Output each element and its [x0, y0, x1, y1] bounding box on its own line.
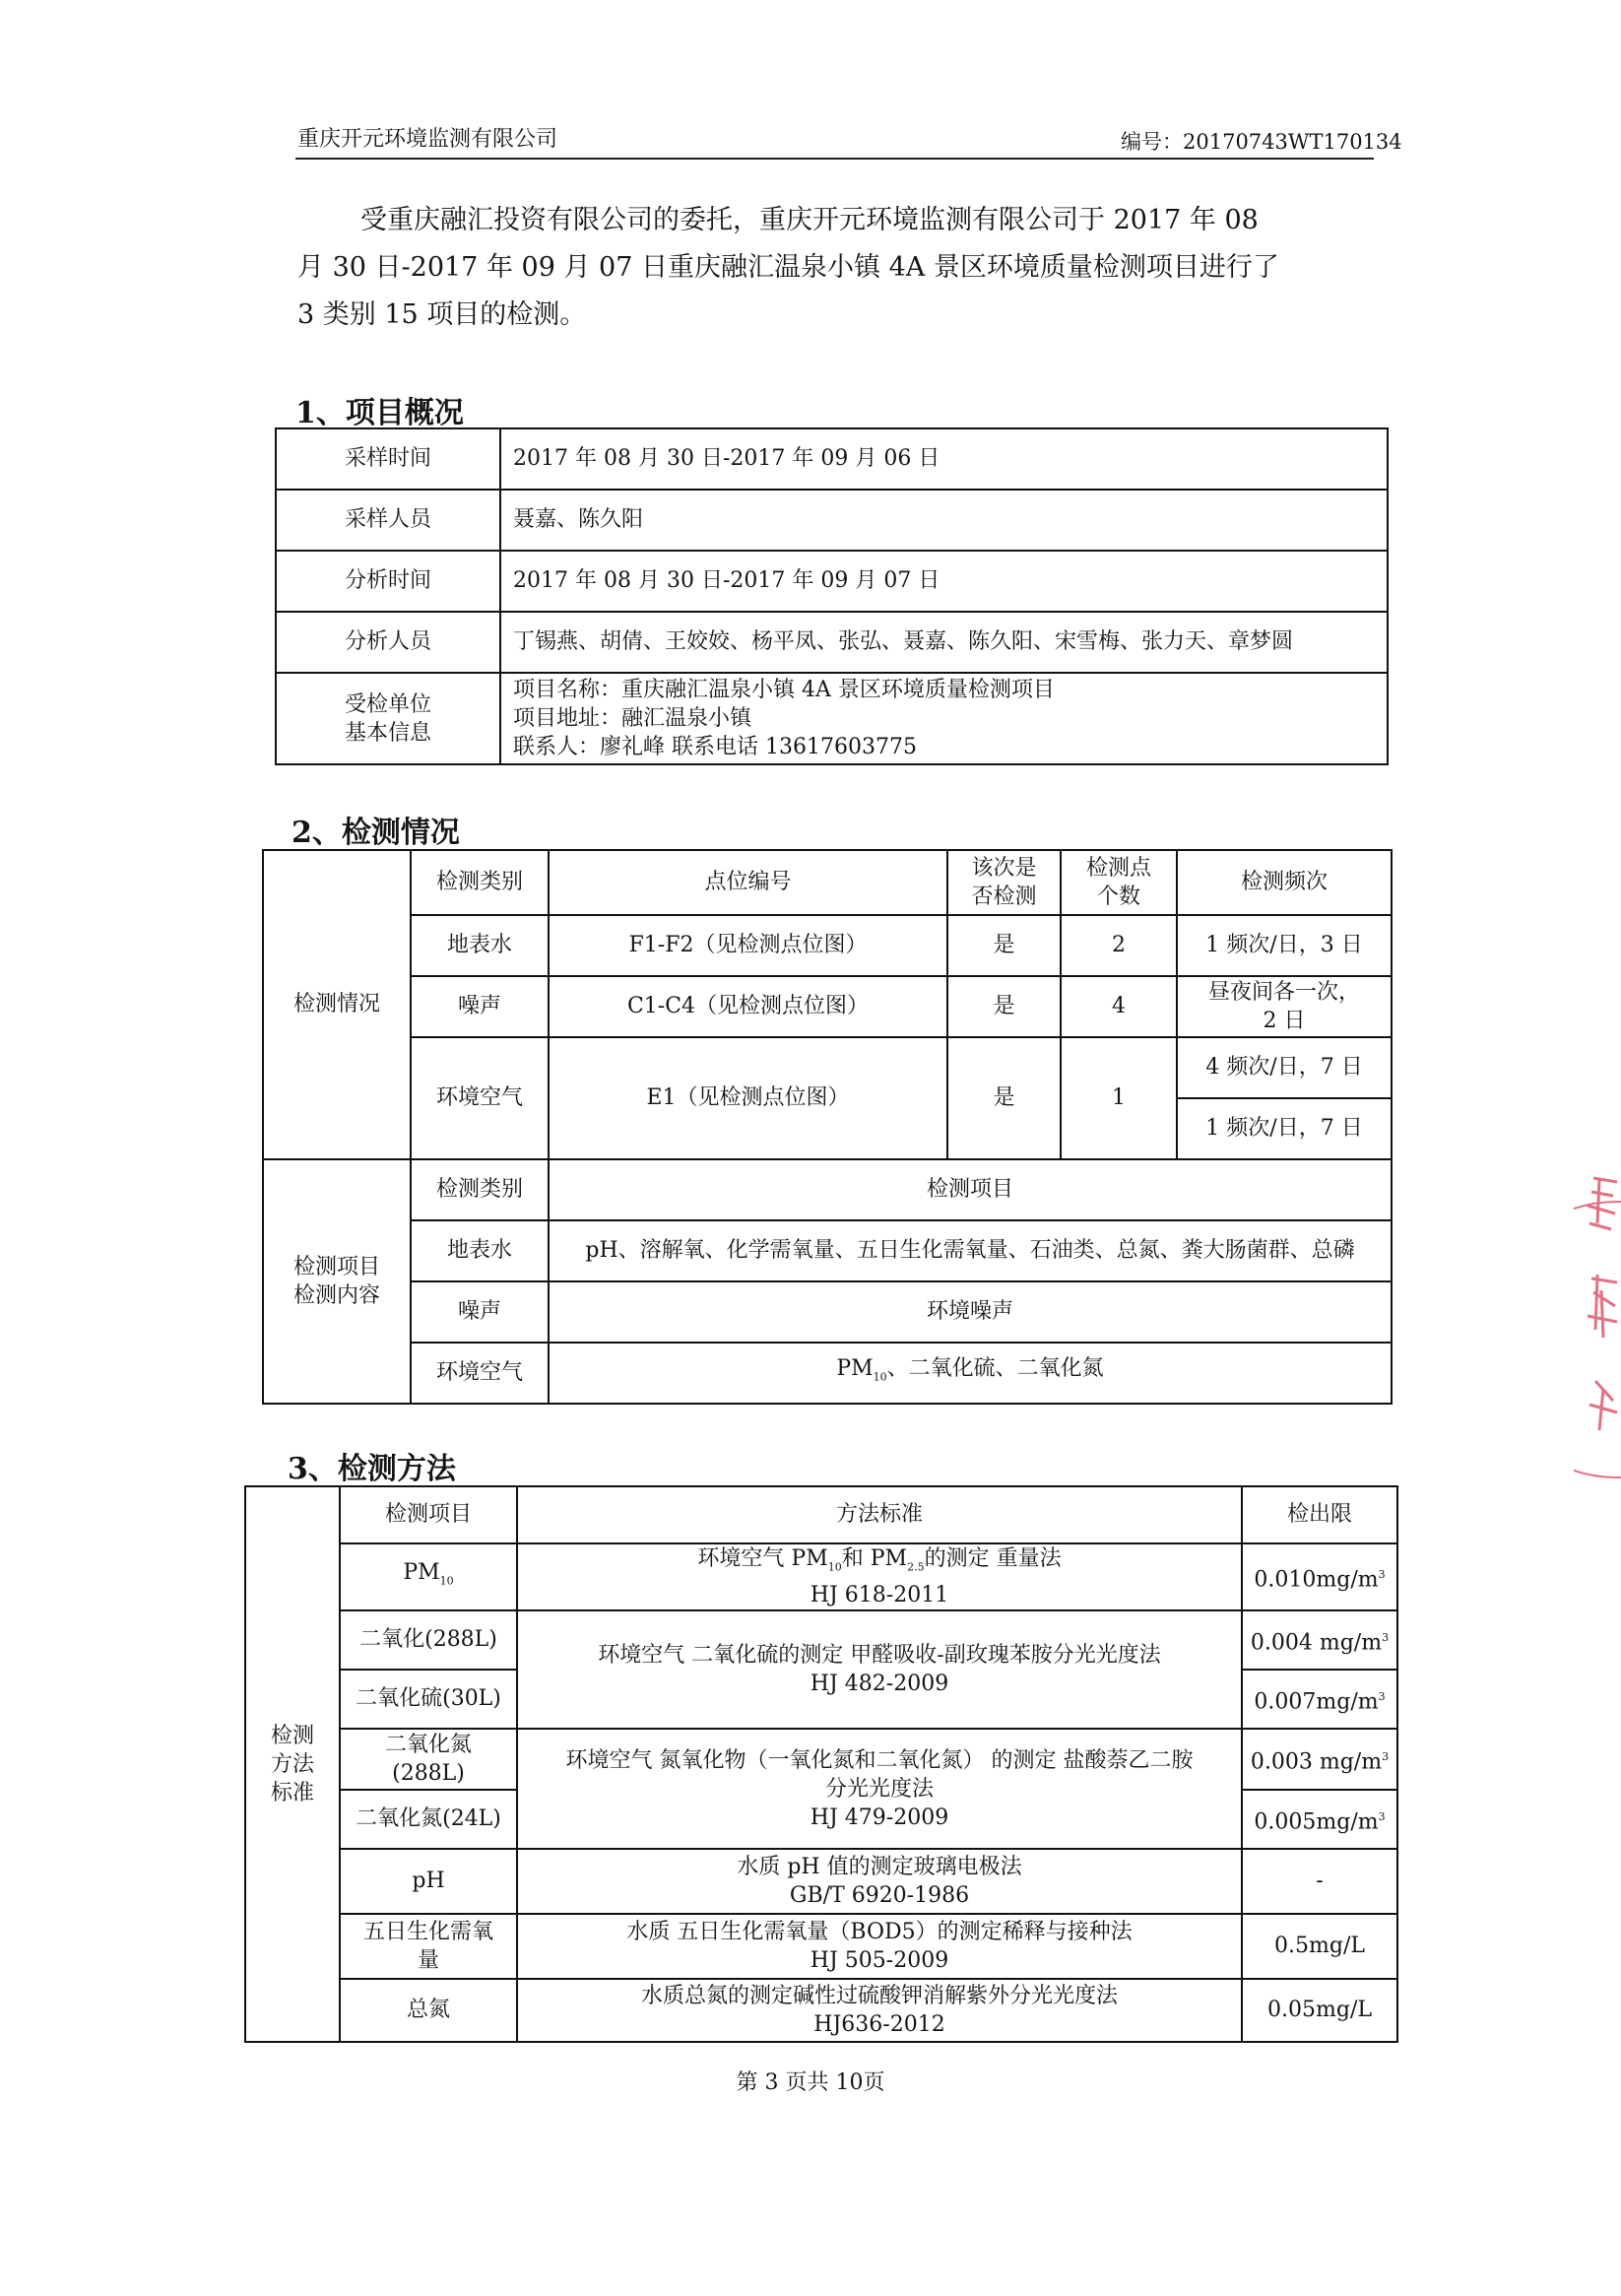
group-label-line: 检测项目: [292, 1255, 380, 1279]
cell-frequency: 4 频次/日，7 日: [1177, 1037, 1392, 1098]
cell-method: [517, 1914, 1242, 1979]
cell-tested: 是: [947, 1037, 1061, 1159]
intro-paragraph: [297, 197, 1381, 339]
cell-tested: 是: [947, 976, 1061, 1037]
cell-items: pH、溶解氧、化学需氧量、五日生化需氧量、石油类、总氮、粪大肠菌群、总磷: [549, 1220, 1392, 1281]
method-line: 水质总氮的测定碱性过硫酸钾消解紫外分光光度法: [640, 1984, 1118, 2009]
cell-limit: [1242, 1790, 1397, 1849]
table-row: [276, 428, 1388, 490]
item-line: 量: [417, 1948, 439, 1974]
limit-superscript: 3: [1382, 1630, 1390, 1644]
group-label-line: 方法: [270, 1751, 314, 1777]
intro-line-1: 受重庆融汇投资有限公司的委托，重庆开元环境监测有限公司于 2017 年 08: [360, 205, 1259, 235]
header-line: 该次是: [971, 856, 1037, 881]
cell-item: [340, 1543, 517, 1610]
intro-line-2: 月 30 日-2017 年 09 月 07 日重庆融汇温泉小镇 4A 景区环境质量检测项目进行了: [297, 252, 1279, 283]
page-number: 第 3 页共 10页: [736, 2070, 885, 2095]
table-row: [276, 551, 1388, 612]
section-3-title: 3、检测方法: [288, 1452, 456, 1486]
table-row: [245, 1849, 1397, 1914]
header-item: 检测项目: [340, 1486, 517, 1543]
limit-text: 0.010mg/m: [1254, 1566, 1379, 1592]
method-standard: HJ 618-2011: [810, 1583, 949, 1608]
method-line: 环境空气 二氧化硫的测定 甲醛吸收-副玫瑰苯胺分光光度法: [598, 1643, 1161, 1669]
limit-superscript: 3: [1382, 1749, 1390, 1763]
cell-count: 2: [1061, 915, 1177, 976]
unit-info-label: [276, 673, 500, 764]
cell-frequency: 1 频次/日，7 日: [1177, 1098, 1392, 1159]
cell-tested: 是: [947, 915, 1061, 976]
table-row: [245, 1486, 1397, 1543]
row-value: 聂嘉、陈久阳: [500, 490, 1388, 551]
header-frequency: 检测频次: [1177, 850, 1392, 915]
method-line: 水质 五日生化需氧量（BOD5）的测定稀释与接种法: [626, 1920, 1133, 1945]
row-label: 分析时间: [276, 551, 500, 612]
header-tested: [947, 850, 1061, 915]
cell-method: [517, 1610, 1242, 1729]
method-subscript: 10: [827, 1560, 842, 1574]
cell-method: [517, 1979, 1242, 2042]
detection-table: [262, 849, 1393, 1405]
cell-point: E1（见检测点位图）: [549, 1037, 947, 1159]
header-company: 重庆开元环境监测有限公司: [297, 127, 558, 152]
cell-method: [517, 1729, 1242, 1849]
method-table: [244, 1485, 1398, 2043]
table-row: [263, 1159, 1392, 1220]
cell-category: 环境空气: [411, 1343, 549, 1404]
cell-count: 1: [1061, 1037, 1177, 1159]
cell-category: 噪声: [411, 976, 549, 1037]
cell-limit: [1242, 1543, 1397, 1610]
table-row: [245, 1979, 1397, 2042]
header-point: 点位编号: [549, 850, 947, 915]
cell-method: [517, 1543, 1242, 1610]
cell-count: 4: [1061, 976, 1177, 1037]
method-line: [522, 1544, 1237, 1581]
pm-subscript: 10: [873, 1370, 887, 1384]
cell-frequency: 1 频次/日，3 日: [1177, 915, 1392, 976]
method-line: 水质 pH 值的测定玻璃电极法: [737, 1855, 1022, 1880]
unit-label-line: 基本信息: [344, 720, 431, 746]
cell-limit: 0.05mg/L: [1242, 1979, 1397, 2042]
unit-project-address: 项目地址：融汇温泉小镇: [513, 706, 752, 731]
row-value: 丁锡燕、胡倩、王姣姣、杨平凤、张弘、聂嘉、陈久阳、宋雪梅、张力天、章梦圆: [500, 612, 1388, 673]
cell-item: pH: [340, 1849, 517, 1914]
cell-items: 环境噪声: [549, 1281, 1392, 1343]
limit-text: 0.003 mg/m: [1250, 1749, 1383, 1775]
cell-limit: [1242, 1610, 1397, 1670]
method-subscript: 2.5: [907, 1560, 925, 1574]
header-report-number: 编号：20170743WT170134: [1121, 130, 1402, 154]
items-rest: 、二氧化硫、二氧化氮: [886, 1355, 1104, 1381]
pm-text: PM: [836, 1355, 874, 1381]
table-row: [276, 612, 1388, 673]
header-method: 方法标准: [517, 1486, 1242, 1543]
cell-category: 环境空气: [411, 1037, 549, 1159]
table-row: [263, 1343, 1392, 1404]
table-row: [245, 1543, 1397, 1610]
method-line: 分光光度法: [824, 1776, 934, 1802]
group-label-line: 标准: [270, 1780, 314, 1805]
unit-info-value: [500, 673, 1388, 764]
method-standard: HJ 482-2009: [810, 1672, 949, 1697]
cell-point: F1-F2（见检测点位图）: [549, 915, 947, 976]
limit-superscript: 3: [1378, 1809, 1386, 1823]
item-line: 五日生化需氧: [362, 1920, 493, 1945]
group-label-line: 检测: [270, 1723, 314, 1748]
cell-limit: [1242, 1670, 1397, 1729]
section-1-title: 1、项目概况: [295, 396, 464, 430]
table-row: [245, 1610, 1397, 1670]
limit-text: 0.004 mg/m: [1250, 1630, 1383, 1656]
header-divider: [295, 158, 1374, 160]
cell-item: 二氧化(288L): [340, 1610, 517, 1670]
header-line: 否检测: [971, 885, 1037, 909]
item-line: 二氧化氮: [384, 1733, 472, 1758]
table-row: [263, 915, 1392, 976]
cell-item: 总氮: [340, 1979, 517, 2042]
table-row: [263, 1281, 1392, 1343]
limit-superscript: 3: [1378, 1689, 1386, 1703]
freq-line: 昼夜间各一次，: [1207, 980, 1360, 1005]
items-header-category: 检测类别: [411, 1159, 549, 1220]
cell-category: 噪声: [411, 1281, 549, 1343]
method-standard: HJ 479-2009: [810, 1804, 949, 1830]
project-overview-table: [275, 427, 1389, 765]
cell-limit: -: [1242, 1849, 1397, 1914]
freq-line: 2 日: [1263, 1009, 1306, 1033]
cell-category: 地表水: [411, 1220, 549, 1281]
header-line: 个数: [1096, 885, 1140, 909]
cell-category: 地表水: [411, 915, 549, 976]
limit-text: 0.005mg/m: [1254, 1809, 1379, 1835]
cell-limit: [1242, 1729, 1397, 1790]
pm-text: PM: [403, 1560, 440, 1585]
table-row: [263, 850, 1392, 915]
cell-item: [340, 1729, 517, 1790]
method-standard: HJ636-2012: [813, 2012, 945, 2038]
row-label: 采样时间: [276, 428, 500, 490]
cell-item: 二氧化氮(24L): [340, 1790, 517, 1849]
seal-stamp-icon: [1574, 1172, 1621, 1507]
table-row: [263, 976, 1392, 1037]
header-category: 检测类别: [411, 850, 549, 915]
items-header-items: 检测项目: [549, 1159, 1392, 1220]
method-text: 环境空气 PM: [697, 1546, 828, 1571]
row-value: 2017 年 08 月 30 日-2017 年 09 月 07 日: [500, 551, 1388, 612]
header-line: 检测点: [1085, 856, 1151, 881]
table-row: [276, 490, 1388, 551]
section-2-title: 2、检测情况: [292, 816, 460, 850]
cell-frequency: [1177, 976, 1392, 1037]
row-value: 2017 年 08 月 30 日-2017 年 09 月 06 日: [500, 428, 1388, 490]
method-line: 环境空气 氮氧化物（一氧化氮和二氧化氮） 的测定 盐酸萘乙二胺: [565, 1747, 1194, 1773]
header-count: [1061, 850, 1177, 915]
cell-items: [549, 1343, 1392, 1404]
cell-item: [340, 1914, 517, 1979]
table-row: [263, 1220, 1392, 1281]
method-standard: HJ 505-2009: [810, 1948, 949, 1974]
item-line: (288L): [392, 1761, 465, 1787]
table-row: [263, 1037, 1392, 1098]
table-row: [245, 1729, 1397, 1790]
intro-line-3: 3 类别 15 项目的检测。: [297, 299, 587, 330]
method-text: 的测定 重量法: [924, 1546, 1062, 1571]
method-standard: GB/T 6920-1986: [789, 1883, 970, 1909]
unit-label-line: 受检单位: [344, 691, 431, 717]
pm-subscript: 10: [439, 1574, 454, 1588]
cell-point: C1-C4（见检测点位图）: [549, 976, 947, 1037]
group-label-line: 检测内容: [292, 1283, 380, 1308]
group-label-detection: 检测情况: [263, 850, 411, 1159]
cell-limit: 0.5mg/L: [1242, 1914, 1397, 1979]
table-row: [245, 1914, 1397, 1979]
unit-project-name: 项目名称：重庆融汇温泉小镇 4A 景区环境质量检测项目: [513, 678, 1055, 702]
limit-text: 0.007mg/m: [1254, 1689, 1379, 1715]
row-label: 分析人员: [276, 612, 500, 673]
group-label-items: [263, 1159, 411, 1404]
cell-item: 二氧化硫(30L): [340, 1670, 517, 1729]
group-label-methods: [245, 1486, 340, 2042]
cell-method: [517, 1849, 1242, 1914]
unit-contact: 联系人：廖礼峰 联系电话 13617603775: [513, 735, 917, 759]
limit-superscript: 3: [1378, 1567, 1386, 1581]
header-limit: 检出限: [1242, 1486, 1397, 1543]
row-label: 采样人员: [276, 490, 500, 551]
method-text: 和 PM: [841, 1546, 908, 1571]
table-row: [276, 673, 1388, 764]
